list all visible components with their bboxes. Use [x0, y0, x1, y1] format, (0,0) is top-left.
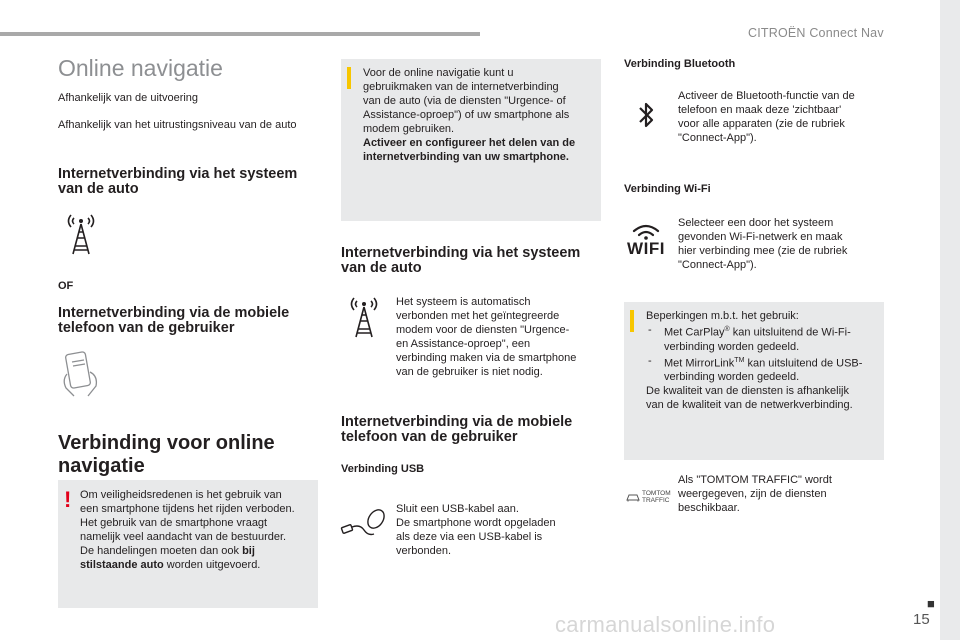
wifi-icon: WIFI [624, 224, 668, 258]
wifi-label: Verbinding Wi-Fi [624, 183, 711, 195]
antenna-icon-2 [347, 295, 381, 339]
section-heading-online-navigation: Verbinding voor online navigatie [58, 432, 275, 477]
info-icon-2 [630, 310, 634, 332]
limitations-box [624, 302, 884, 460]
page-edge-tab [940, 0, 960, 640]
warning-box [58, 480, 318, 608]
heading-system-connection: Internetverbinding via het systeem van de auto [58, 166, 298, 197]
smartphone-hand-icon [58, 350, 108, 400]
limitations-text: Beperkingen m.b.t. het gebruik: - Met CarPlay® kan uitsluitend de Wi-Fi- verbinding worden gedeeld. - Met MirrorLink™ kan uitsluitend de USB- verbinding worden gedeeld. De kwaliteit van de diensten is afhankelijk van de kwaliteit van de netwerkverbinding. [646, 309, 882, 412]
antenna-icon [64, 212, 98, 256]
bluetooth-label: Verbinding Bluetooth [624, 58, 736, 70]
page-bullet: ■ [927, 596, 935, 611]
heading-system-connection-2: Internetverbinding via het systeem van de auto [341, 245, 581, 276]
watermark: carmanualsonline.info [555, 612, 776, 637]
usb-label: Verbinding USB [341, 463, 425, 475]
wifi-text: Selecteer een door het systeem gevonden Wi-Fi-netwerk en maak hier verbinding mee (zie de rubriek "Connect-App"). [678, 217, 848, 271]
version-note: Afhankelijk van de uitvoering [58, 92, 199, 104]
tomtom-text: Als "TOMTOM TRAFFIC" wordt weergegeven, zijn de diensten beschikbaar. [678, 474, 832, 514]
equipment-note: Afhankelijk van het uitrustingsniveau van de auto [58, 119, 297, 131]
page-title: Online navigatie [58, 55, 223, 81]
bluetooth-text: Activeer de Bluetooth-functie van de telefoon en maak deze 'zichtbaar' voor alle apparaten (zie de rubriek "Connect-App"). [678, 90, 855, 144]
header-rule [0, 32, 480, 36]
warning-text: Om veiligheidsredenen is het gebruik van een smartphone tijdens het rijden verboden. Het gebruik van de smartphone vraagt namelijk veel aandacht van de bestuurder. De handelingen moeten dan ook bij stilstaande auto worden uitgevoerd. [80, 489, 295, 571]
info-box-online-nav [341, 59, 601, 221]
tomtom-traffic-icon: TOMTOM TRAFFIC [626, 490, 671, 504]
or-label: OF [58, 280, 74, 292]
page-number: 15 [913, 611, 930, 628]
system-connection-text: Het systeem is automatisch verbonden met het geïntegreerde modem voor de diensten "Urgence- en Assistance-oproep", een verbinding maken via de smartphone van de gebruiker is niet nodig. [396, 296, 577, 378]
heading-phone-connection: Internetverbinding via de mobiele telefoon van de gebruiker [58, 305, 290, 336]
info-text: Voor de online navigatie kunt u gebruikmaken van de internetverbinding van de auto (via de diensten "Urgence- of Assistance-oproep") of uw smartphone als modem gebruiken. Activeer en configureer het delen van de internetverbinding van uw smartphone. [363, 67, 576, 163]
usb-text: Sluit een USB-kabel aan. De smartphone wordt opgeladen als deze via een USB-kabel is verbonden. [396, 503, 556, 557]
heading-phone-connection-2: Internetverbinding via de mobiele telefoon van de gebruiker [341, 414, 573, 445]
warning-icon: ! [64, 487, 72, 512]
header-title: CITROËN Connect Nav [748, 26, 884, 40]
bluetooth-icon [637, 100, 657, 130]
usb-cable-icon [340, 506, 386, 540]
info-icon [347, 67, 351, 89]
